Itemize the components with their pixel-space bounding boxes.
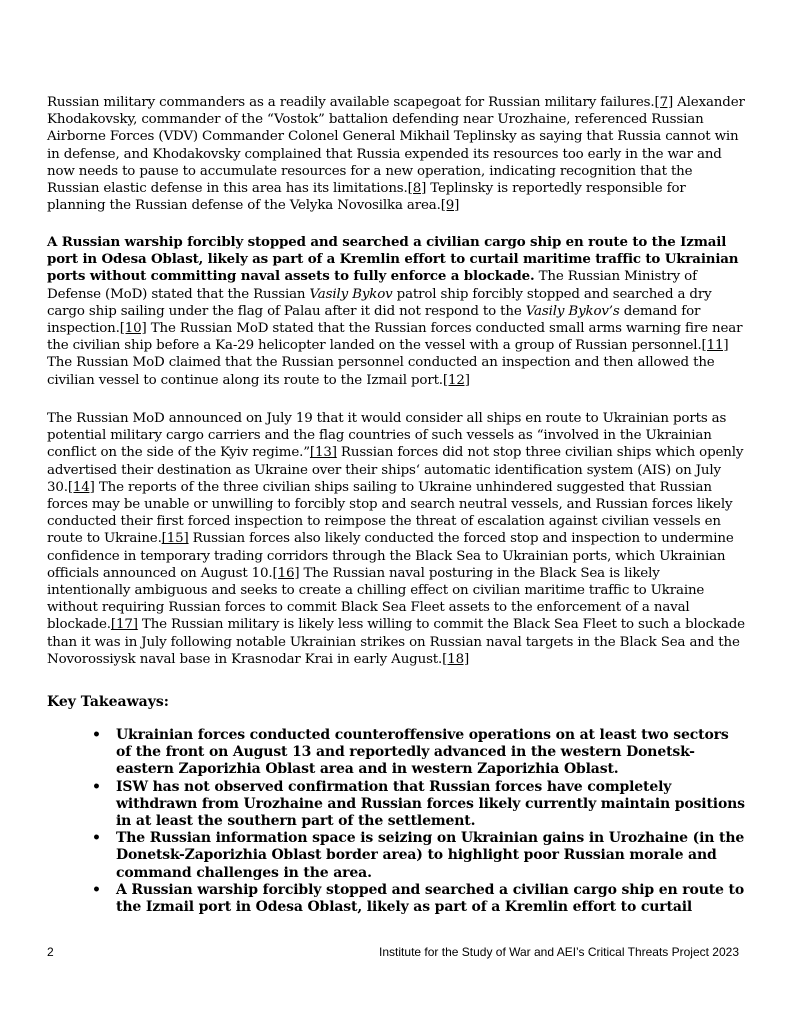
- footnote-link[interactable]: [17]: [110, 617, 138, 633]
- paragraph-1: [47, 94, 745, 214]
- footnote-link[interactable]: [14]: [67, 479, 95, 495]
- text-run: The Russian MoD stated that the Russian forces conducted small arms warning fire near the civilian ship before a Ka-29 helicopter landed on the vessel with a group of Russian personnel.: [47, 321, 743, 354]
- footnote-link[interactable]: [15]: [161, 531, 189, 547]
- text-run: The reports of the three civilian ships sailing to Ukraine unhindered suggested that Russian forces may be unable or unwilling to forcibly stop and search neutral vessels, and Russian forces likely conducted their first forced inspection to reimpose the threat of escalation against civilian vessels en route to Ukraine.: [47, 479, 733, 547]
- footnote-link[interactable]: [13]: [309, 445, 337, 461]
- list-item-text: The Russian information space is seizing on Ukrainian gains in Urozhaine (in the Donetsk-Zaporizhia Oblast border area) to highlight poor Russian morale and command challenges in the area.: [116, 830, 745, 881]
- list-item-text: Ukrainian forces conducted counteroffensive operations on at least two sectors of the front on August 13 and reportedly advanced in the western Donetsk-eastern Zaporizhia Oblast area and in western Zaporizhia Oblast.: [116, 727, 729, 778]
- text-run: The Russian MoD claimed that the Russian personnel conducted an inspection and then allowed the civilian vessel to continue along its route to the Izmail port.: [47, 355, 715, 388]
- text-run: Russian forces also likely conducted the forced stop and inspection to undermine confidence in temporary trading corridors through the Black Sea to Ukrainian ports, which Ukrainian officials announced on August 10.: [47, 531, 734, 581]
- bold-lead-sentence: A Russian warship forcibly stopped and searched a civilian cargo ship en route to the Izmail port in Odesa Oblast, likely as part of a Kremlin effort to curtail maritime traffic to Ukrainian ports without committing naval assets to fully enforce a blockade.: [47, 234, 739, 285]
- list-item-text: ISW has not observed confirmation that Russian forces have completely withdrawn from Urozhaine and Russian forces likely currently maintain positions in at least the southern part of the settlement.: [116, 778, 745, 830]
- list-item: [92, 778, 748, 831]
- text-run: The Russian Ministry of Defense (MoD) stated that the Russian: [47, 269, 697, 302]
- bullet-icon: •: [92, 778, 101, 795]
- paragraph-3: [47, 410, 745, 668]
- bullet-icon: •: [92, 830, 101, 847]
- text-run: demand for inspection.: [47, 303, 701, 337]
- key-takeaways-heading: Key Takeaways:: [47, 694, 169, 710]
- footnote-link[interactable]: [11]: [701, 338, 729, 354]
- text-run: The Russian MoD announced on July 19 that it would consider all ships en route to Ukrainian ports as potential military cargo carriers and the flag countries of such vessels as “involved in the Ukrainian conflict on the side of the Kyiv regime.”: [47, 411, 727, 461]
- footnote-link[interactable]: [8]: [407, 181, 427, 197]
- text-run: The Russian naval posturing in the Black Sea is likely intentionally ambiguous and seeks to create a chilling effect on civilian maritime traffic to Ukraine without requiring Russian forces to commit Black Sea Fleet assets to the enforcement of a naval blockade.: [47, 565, 705, 633]
- list-item: [92, 881, 748, 916]
- bullet-icon: •: [92, 727, 101, 743]
- text-run: Teplinsky is reportedly responsible for planning the Russian defense of the Velyka Novosilka area.: [47, 181, 686, 214]
- list-item: [92, 830, 748, 882]
- italic-ship-name: Vasily Bykov: [309, 286, 393, 302]
- footnote-link[interactable]: [10]: [119, 321, 147, 337]
- footnote-link[interactable]: [7]: [654, 95, 674, 110]
- page-number: 2: [47, 945, 54, 959]
- footnote-link[interactable]: [16]: [272, 565, 300, 581]
- footnote-link[interactable]: [12]: [442, 372, 470, 388]
- text-run: Russian forces did not stop three civilian ships which openly advertised their destination as Ukraine over their ships‘ automatic identification system (AIS) on July 30.: [47, 445, 744, 495]
- paragraph-2: [47, 234, 745, 389]
- footer-credit: Institute for the Study of War and AEI’s Critical Threats Project 2023: [379, 945, 739, 959]
- text-run: Russian military commanders as a readily available scapegoat for Russian military failures.: [47, 95, 655, 110]
- text-run: The Russian military is likely less willing to commit the Black Sea Fleet to such a blockade than it was in July following notable Ukrainian strikes on Russian naval targets in the Black Sea and the Novorossiysk naval base in Krasnodar Krai in early August.: [47, 617, 745, 667]
- footnote-link[interactable]: [9]: [440, 198, 460, 214]
- key-takeaways-list: [92, 727, 748, 916]
- bullet-icon: •: [92, 881, 101, 898]
- italic-ship-name: Vasily Bykov’s: [525, 303, 620, 319]
- list-item-text: A Russian warship forcibly stopped and searched a civilian cargo ship en route to the Izmail port in Odesa Oblast, likely as part of a Kremlin effort to curtail: [116, 881, 745, 916]
- footnote-link[interactable]: [18]: [442, 651, 470, 667]
- list-item: [92, 727, 748, 779]
- text-run: patrol ship forcibly stopped and searched a dry cargo ship sailing under the flag of Palau after it did not respond to the: [47, 286, 712, 319]
- text-run: Alexander Khodakovsky, commander of the “Vostok” battalion defending near Urozhaine, referenced Russian Airborne Forces (VDV) Commander Colonel General Mikhail Teplinsky as saying that Russia cannot win in defense, and Khodakovsky complained that Russia expended its resources too early in the war and now needs to pause to accumulate resources for a new operation, indicating recognition that the Russian elastic defense in this area has its limitations.: [47, 95, 745, 197]
